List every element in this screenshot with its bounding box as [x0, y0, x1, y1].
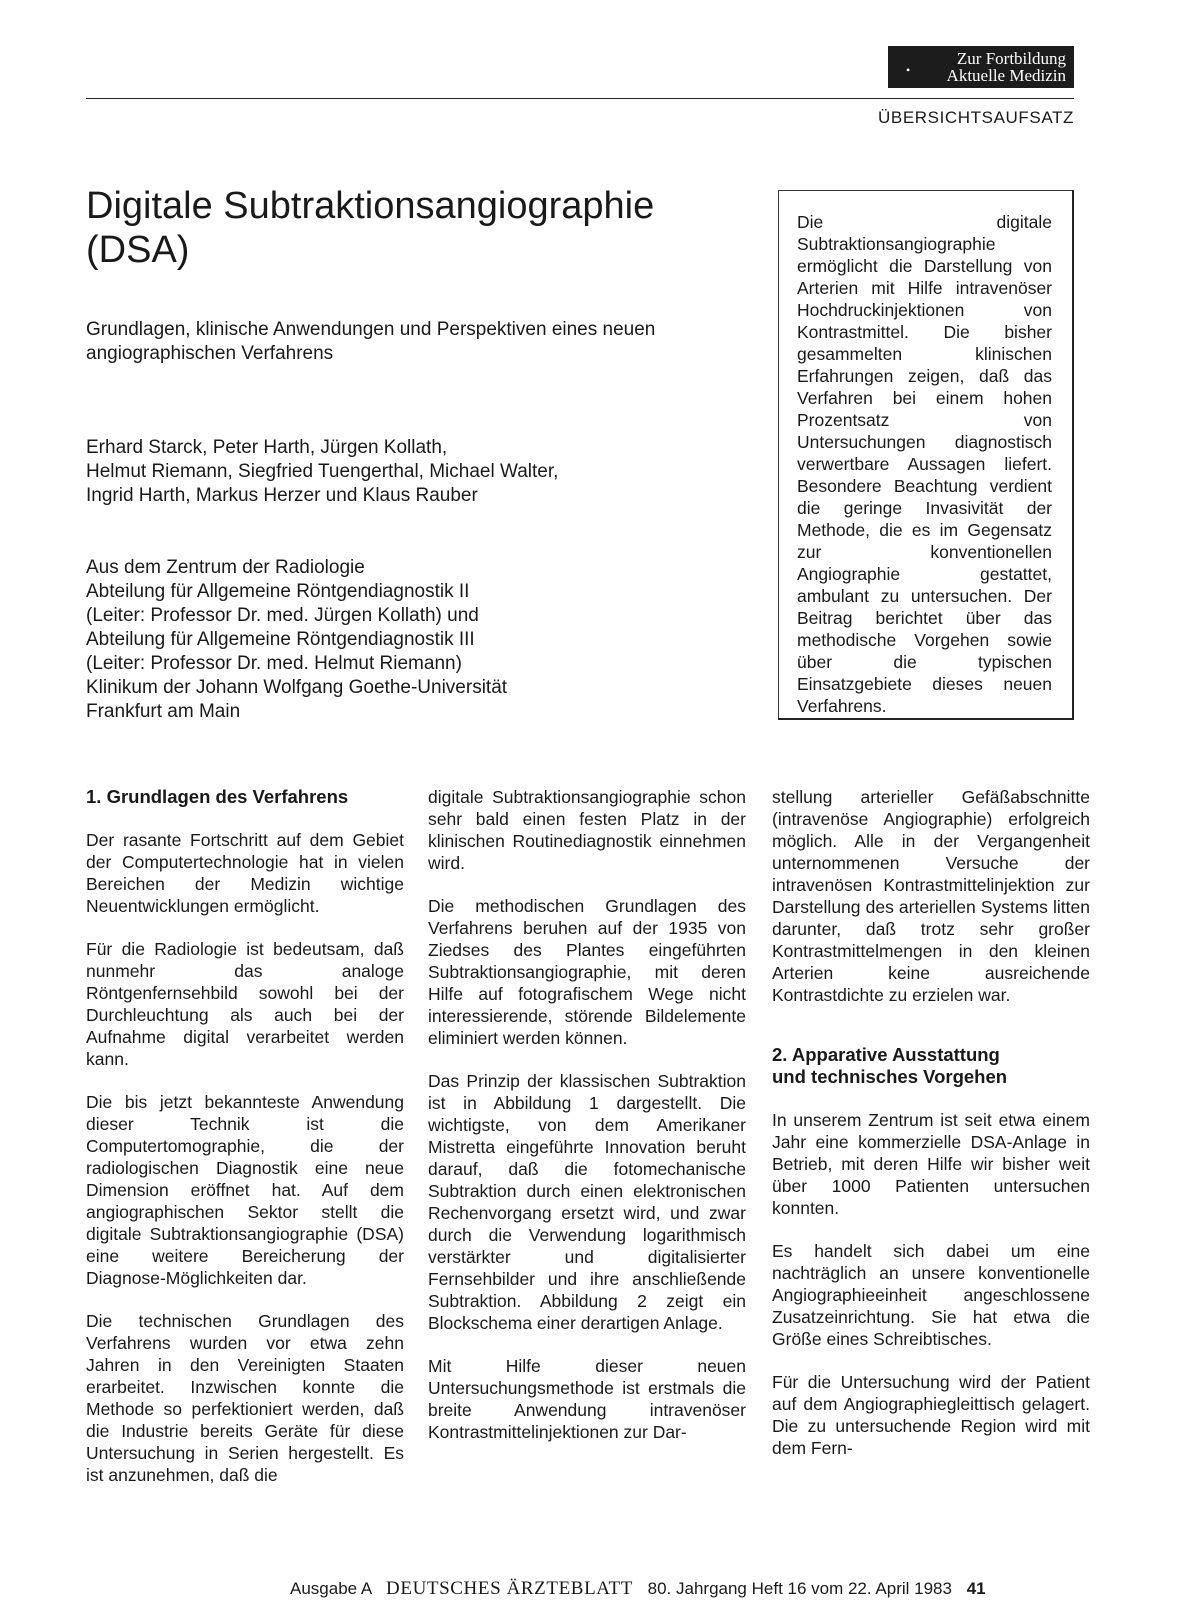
paragraph: Das Prinzip der klassischen Subtraktion ist in Abbildung 1 dargestellt. Die wichtigste, von dem Amerikaner Mistretta eingeführte Innovation beruht darauf, daß die fotomechanische Subtraktion durch einen elektronischen Rechenvorgang ersetzt wird, und zwar durch die Verwendung logarithmisch verstärkter und digitalisierter Fernsehbilder und ihre anschließende Subtraktion. Abbildung 2 zeigt ein Blockschema einer derartigen Anlage.	[428, 1071, 746, 1333]
paragraph: Für die Radiologie ist bedeutsam, daß nunmehr das analoge Röntgenfernsehbild sowohl bei der Durchleuchtung als auch bei der Aufnahme digital verarbeitet werden kann.	[86, 939, 404, 1069]
article-subtitle: Grundlagen, klinische Anwendungen und Perspektiven eines neuen angiographischen Verfahrens	[86, 319, 656, 364]
paragraph: Es handelt sich dabei um eine nachträglich an unsere konventionelle Angiographieeinheit angeschlossene Zusatzeinrichtung. Sie hat etwa die Größe eines Schreibtisches.	[772, 1241, 1090, 1349]
author-list	[86, 436, 686, 508]
journal-name: DEUTSCHES ÄRZTEBLATT	[386, 1578, 633, 1599]
affiliation-line: Abteilung für Allgemeine Röntgendiagnostik II	[86, 581, 470, 602]
paragraph: Mit Hilfe dieser neuen Untersuchungsmethode ist erstmals die breite Anwendung intravenöser Kontrastmittelinjektionen zur Dar-	[428, 1356, 746, 1442]
header-rule	[86, 98, 1074, 99]
body-column-3	[772, 786, 1090, 1480]
label-line-1: Zur Fortbildung	[956, 49, 1066, 68]
bullet-icon: •	[906, 63, 911, 77]
affiliation-line: Abteilung für Allgemeine Röntgendiagnostik III	[86, 629, 475, 650]
article-title: Digitale Subtraktionsangiographie (DSA)	[86, 185, 655, 271]
issue-info: 80. Jahrgang Heft 16 vom 22. April 1983	[647, 1579, 952, 1598]
paragraph: Für die Untersuchung wird der Patient auf dem Angiographiegleittisch gelagert. Die zu untersuchende Region wird mit dem Fern-	[772, 1372, 1090, 1458]
edition-label: Ausgabe A	[290, 1579, 372, 1598]
heading-line: und technisches Vorgehen	[772, 1066, 1008, 1087]
paragraph: Die methodischen Grundlagen des Verfahrens beruhen auf der 1935 von Ziedses des Plantes eingeführten Subtraktionsangiographie, mit deren Hilfe auf fotografischem Wege nicht interessierende, störende Bildelemente eliminiert werden können.	[428, 896, 746, 1048]
section-heading	[772, 1044, 1090, 1088]
paragraph: digitale Subtraktionsangiographie schon sehr bald einen festen Platz in der klinischen Routinediagnostik einnehmen wird.	[428, 787, 746, 873]
affiliation-line: Klinikum der Johann Wolfgang Goethe-Universität	[86, 677, 508, 698]
author-line: Erhard Starck, Peter Harth, Jürgen Kollath,	[86, 437, 448, 458]
abstract-text: Die digitale Subtraktionsangiographie ermöglicht die Darstellung von Arterien mit Hilfe intravenöser Hochdruckinjektionen von Kontrastmittel. Die bisher gesammelten klinischen Erfahrungen zeigen, daß das Verfahren bei einem hohen Prozentsatz von Untersuchungen diagnostisch verwertbare Aussagen liefert. Besondere Beachtung verdient die geringe Invasivität der Methode, die es im Gegensatz zur konventionellen Angiographie gestattet, ambulant zu untersuchen. Der Beitrag berichtet über das methodische Vorgehen sowie über die typischen Einsatzgebiete dieses neuen Verfahrens.	[797, 212, 1052, 716]
section-label-box	[888, 46, 1074, 88]
author-line: Helmut Riemann, Siegfried Tuengerthal, Michael Walter,	[86, 461, 559, 482]
body-column-1	[86, 786, 404, 1507]
body-column-2	[428, 786, 746, 1464]
paragraph: Der rasante Fortschritt auf dem Gebiet der Computertechnologie hat in vielen Bereichen der Medizin wichtige Neuentwicklungen ermöglicht.	[86, 830, 404, 916]
article-type-label: ÜBERSICHTSAUFSATZ	[878, 108, 1074, 127]
paragraph: Die bis jetzt bekannteste Anwendung dieser Technik ist die Computertomographie, die der radiologischen Diagnostik eine neue Dimension eröffnet hat. Auf dem angiographischen Sektor stellt die digitale Subtraktionsangiographie (DSA) eine weitere Bereicherung der Diagnose-Möglichkeiten dar.	[86, 1092, 404, 1288]
label-line-2: Aktuelle Medizin	[946, 66, 1066, 85]
page-footer	[290, 1578, 1080, 1600]
paragraph: In unserem Zentrum ist seit etwa einem Jahr eine kommerzielle DSA-Anlage in Betrieb, mit deren Hilfe wir bisher weit über 1000 Patienten untersuchen konnten.	[772, 1110, 1090, 1218]
affiliation	[86, 556, 706, 724]
author-line: Ingrid Harth, Markus Herzer und Klaus Rauber	[86, 485, 478, 506]
page-number: 41	[966, 1579, 986, 1598]
affiliation-line: (Leiter: Professor Dr. med. Helmut Riemann)	[86, 653, 462, 674]
abstract-box	[778, 190, 1074, 720]
paragraph: stellung arterieller Gefäßabschnitte (intravenöse Angiographie) erfolgreich möglich. Alle in der Vergangenheit unternommenen Versuche der intravenösen Kontrastmittelinjektion zur Darstellung des arteriellen Systems litten darunter, daß trotz sehr großer Kontrastmittelmengen in den kleinen Arterien keine ausreichende Kontrastdichte zu erzielen war.	[772, 787, 1090, 1005]
heading-line: 2. Apparative Ausstattung	[772, 1044, 1000, 1065]
affiliation-line: Aus dem Zentrum der Radiologie	[86, 557, 365, 578]
affiliation-line: Frankfurt am Main	[86, 701, 241, 722]
paragraph: Die technischen Grundlagen des Verfahrens wurden vor etwa zehn Jahren in den Vereinigten Staaten erarbeitet. Inzwischen konnte die Methode so perfektioniert werden, daß die Industrie bereits Geräte für diese Untersuchung in Serien hergestellt. Es ist anzunehmen, daß die	[86, 1311, 404, 1485]
affiliation-line: (Leiter: Professor Dr. med. Jürgen Kollath) und	[86, 605, 479, 626]
section-heading: 1. Grundlagen des Verfahrens	[86, 786, 349, 807]
